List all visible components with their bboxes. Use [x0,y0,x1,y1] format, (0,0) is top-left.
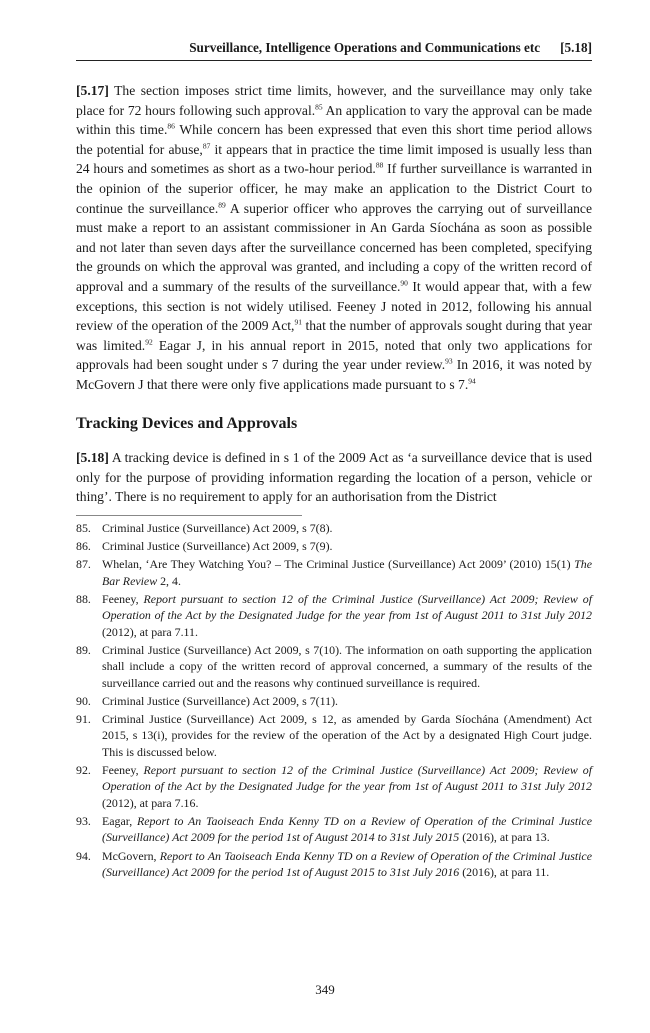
footnote-number: 90. [76,693,91,708]
footnote-number: 88. [76,592,91,607]
footnote-text: Criminal Justice (Surveillance) Act 2009, s 7(10). The information on oath supporting the application shall include a copy of the written record of approval concerned, a summary of the results of the surveillance carried out and the reasons why continued surveillance is required. [102,642,592,690]
footnote-number: 87. [76,557,91,572]
footnote-85 [76,520,592,536]
footnote-text [102,813,592,846]
footnote-ref[interactable]: 85 [315,102,323,112]
footnote-text-part: Feeney, [102,592,144,607]
footnote-ref[interactable]: 92 [145,337,153,347]
section-heading: Tracking Devices and Approvals [76,414,298,432]
paragraph-5-18 [76,448,592,507]
footnote-text [102,591,592,640]
footnote-number: 94. [76,848,91,863]
footnote-90 [76,693,592,709]
footnote-86 [76,538,592,554]
footnote-italic-title: Report pursuant to section 12 of the Criminal Justice (Surveillance) Act 2009; Review of Operation of the Act by the Designated Judge for the year from 1st of August 2011 to 31st July 2012 [102,592,592,623]
paragraph-text: It would appear that, with a few exceptions, this section is not widely utilised. Feeney J noted in 2012, following his annual review of the operation of the 2009 Act, [76,278,592,334]
paragraph-text: While concern has been expressed that even this short time period allows the potential for abuse, [76,122,592,157]
footnote-number: 86. [76,539,91,554]
paragraph-text: A tracking device is defined in s 1 of the 2009 Act as ‘a surveillance device that is used only for the purpose of providing information regarding the location of a person, vehicle or thing’. There is no requirement to apply for an authorisation from the District [76,450,592,505]
footnote-text-part: (2016), at para 13. [459,830,550,845]
body-text [76,81,592,507]
footnote-text-part: McGovern, [102,848,160,863]
page [76,40,592,882]
footnote-92 [76,762,592,811]
footnote-89 [76,642,592,691]
footnote-ref[interactable]: 88 [375,160,384,170]
paragraph-number: [5.18] [76,450,109,466]
footnote-italic-title: Report pursuant to section 12 of the Criminal Justice (Surveillance) Act 2009; Review of Operation of the Act by the Designated Judge for the year from 1st of August 2011 to 31st July 2012 [102,763,592,794]
footnote-divider [76,515,302,516]
footnote-text-part: (2012), at para 7.16. [102,795,199,810]
footnote-ref[interactable]: 91 [294,317,302,327]
footnote-italic-title: Report to An Taoiseach Enda Kenny TD on a Review of Operation of the Criminal Justice (Surveillance) Act 2009 for the period 1st of August 2015 to 31st July 2016 [102,848,592,879]
footnote-94 [76,848,592,881]
footnote-text-part: 2, 4. [157,573,181,588]
footnote-text-part: Whelan, ‘Are They Watching You? – The Criminal Justice (Surveillance) Act 2009’ (2010) 15(1) [102,557,575,572]
footnote-text-part: (2016), at para 11. [459,864,550,879]
paragraph-text: that the number of approvals sought during that year was limited. [76,318,593,353]
paragraph-text: If further surveillance is warranted in the opinion of the superior officer, he may make an application to the District Court to continue the surveillance. [76,161,592,216]
footnote-number: 92. [76,763,91,778]
footnote-93 [76,813,592,846]
footnote-italic-title: The Bar Review [102,557,592,588]
paragraph-text: Eagar J, in his annual report in 2015, noted that only two applications for approvals had been sought under s 7 during the year under review. [76,337,593,373]
footnote-91 [76,711,592,760]
footnote-text [102,848,592,881]
footnote-ref[interactable]: 90 [400,278,408,288]
footnote-ref[interactable]: 94 [468,376,476,386]
paragraph-number: [5.17] [76,83,109,98]
footnote-text [102,762,592,811]
footnote-ref[interactable]: 89 [218,200,226,210]
footnote-ref[interactable]: 86 [167,121,175,131]
footnote-ref[interactable]: 93 [445,356,453,366]
footnote-text-part: Eagar, [102,813,138,828]
paragraph-text: An application to vary the approval can be made within this time. [76,102,592,138]
page-number: 349 [315,982,335,997]
running-header [76,40,592,61]
footnote-number: 89. [76,642,91,657]
footnote-italic-title: Report to An Taoiseach Enda Kenny TD on a Review of Operation of the Criminal Justice (Surveillance) Act 2009 for the period 1st of August 2014 to 31st July 2015 [102,813,592,845]
footnote-text [102,556,592,589]
footnotes [76,520,592,880]
footnote-number: 85. [76,520,91,535]
paragraph-text: A superior officer who approves the carrying out of surveillance must make a report to an assistant commissioner in An Garda Síochána as soon as possible and not later than seven days after the surveillance concerned has been completed, specifying the grounds on which the approval was granted, and including a copy of the written record of approval and a summary of the results of the surveillance. [76,200,592,294]
footnote-number: 93. [76,813,91,828]
footnote-text: Criminal Justice (Surveillance) Act 2009, s 7(11). [102,693,339,708]
paragraph-5-17 [76,81,592,395]
paragraph-text: it appears that in practice the time limit imposed is usually less than 24 hours and sometimes as short as a two-hour period. [76,141,593,177]
footnote-number: 91. [76,712,91,727]
footnote-text: Criminal Justice (Surveillance) Act 2009, s 12, as amended by Garda Síochána (Amendment) Act 2015, s 13(i), provides for the review of the operation of the Act by a designated High Court judge. This is discussed below. [102,712,592,759]
footnote-text: Criminal Justice (Surveillance) Act 2009, s 7(9). [102,539,333,554]
footnote-87 [76,556,592,589]
header-title: Surveillance, Intelligence Operations and Communications etc [189,40,541,55]
footnote-text-part: Feeney, [102,763,144,778]
footnote-ref[interactable]: 87 [202,141,211,151]
header-section-number: [5.18] [560,40,592,55]
footnote-text: Criminal Justice (Surveillance) Act 2009, s 7(8). [102,520,333,535]
footnote-88 [76,591,592,640]
paragraph-text: The section imposes strict time limits, however, and the surveillance may only take place for 72 hours following such approval. [76,83,592,118]
paragraph-text: In 2016, it was noted by McGovern J that there were only five applications made pursuant to s 7. [76,357,592,392]
footnote-text-part: (2012), at para 7.11. [102,624,198,639]
